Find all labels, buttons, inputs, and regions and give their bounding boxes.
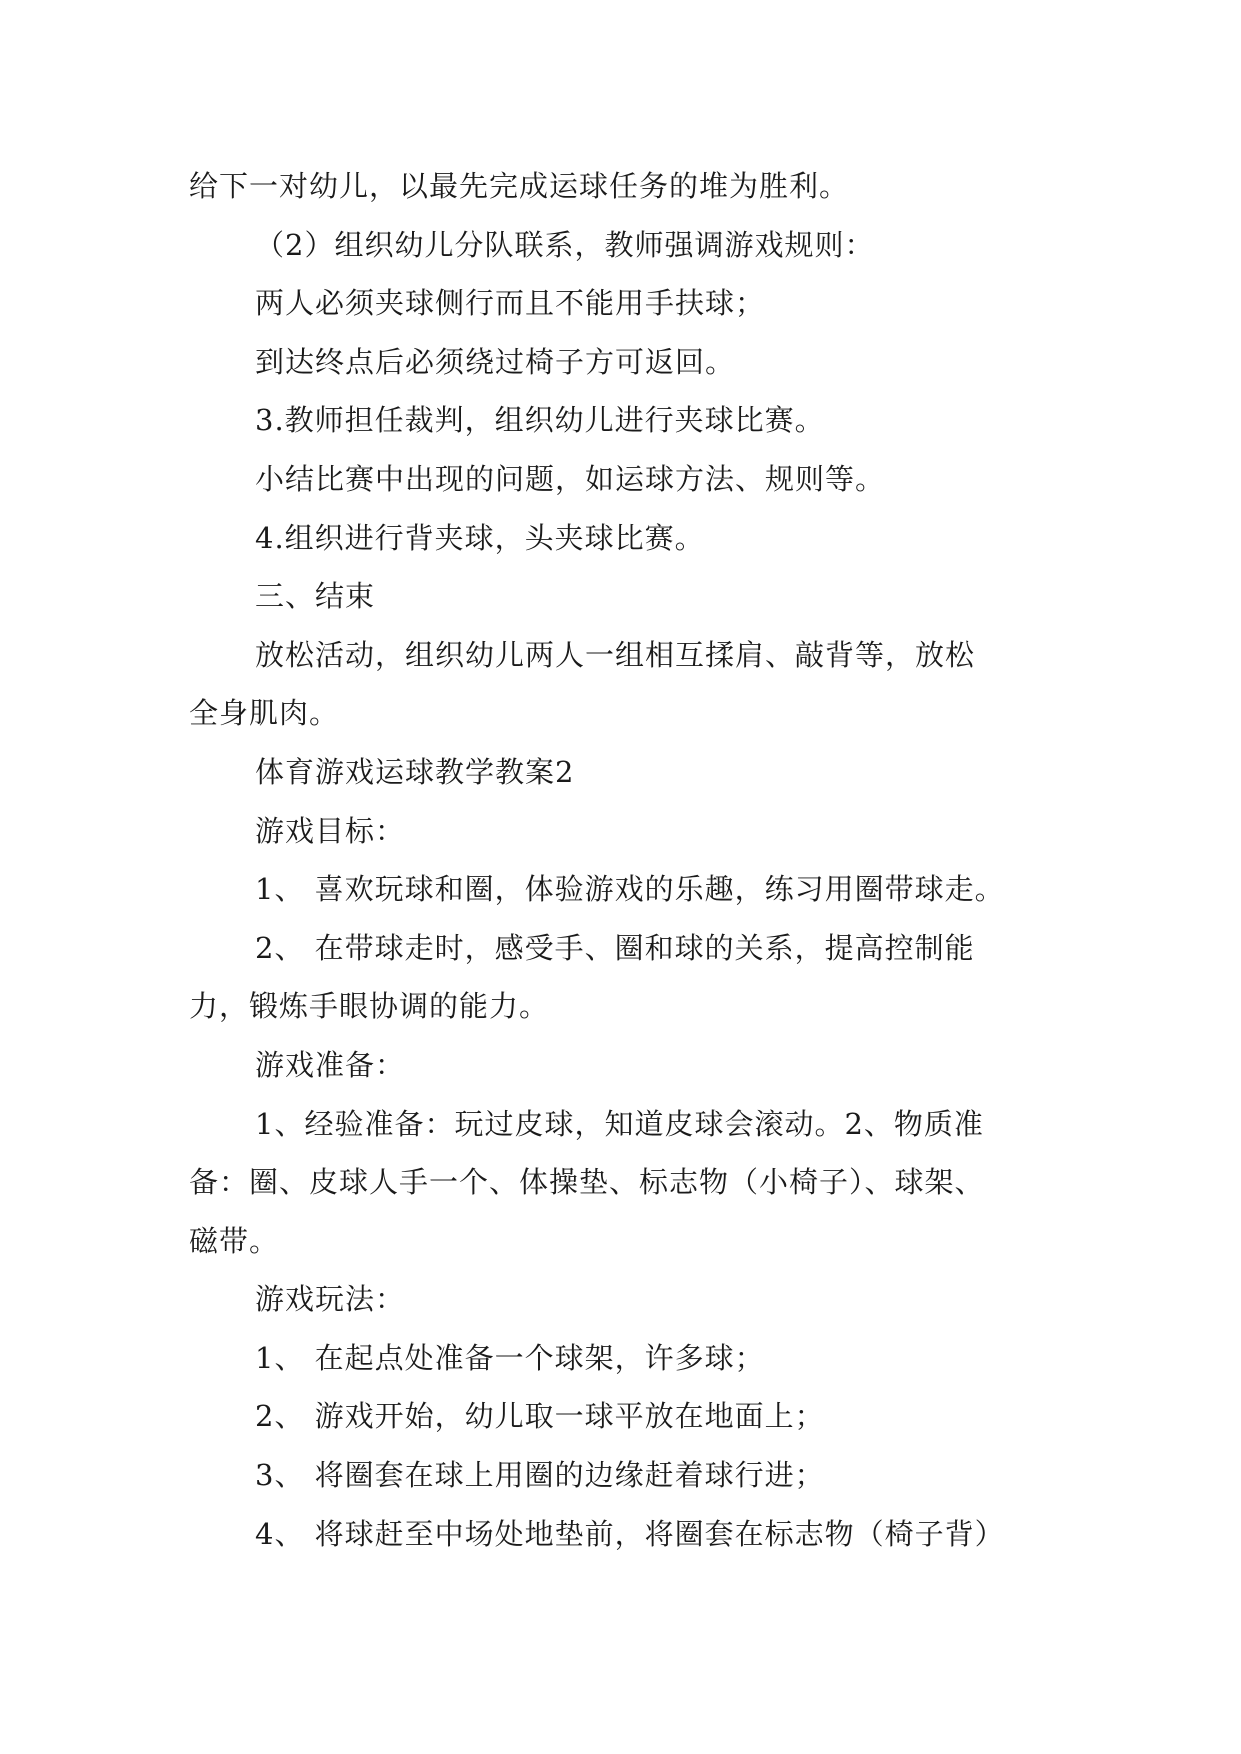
- text-line: 4.组织进行背夹球，头夹球比赛。: [255, 520, 705, 555]
- text-line: 4、 将球赶至中场处地垫前，将圈套在标志物（椅子背）: [255, 1516, 1005, 1551]
- text-line: 2、 游戏开始，幼儿取一球平放在地面上；: [255, 1399, 825, 1434]
- text-line: 游戏玩法：: [255, 1282, 406, 1317]
- text-line: 小结比赛中出现的问题，如运球方法、规则等。: [255, 461, 886, 496]
- text-line: 1、 在起点处准备一个球架，许多球；: [255, 1340, 765, 1375]
- text-line: 1、经验准备：玩过皮球，知道皮球会滚动。2、物质准: [255, 1106, 984, 1141]
- text-line: 磁带。: [189, 1223, 280, 1258]
- text-line: 游戏准备：: [255, 1047, 406, 1082]
- text-line: 给下一对幼儿，以最先完成运球任务的堆为胜利。: [189, 169, 850, 203]
- text-line: 体育游戏运球教学教案2: [255, 754, 575, 789]
- text-line: 三、结束: [255, 579, 376, 614]
- text-line: 1、 喜欢玩球和圈，体验游戏的乐趣，练习用圈带球走。: [255, 872, 1005, 907]
- text-line: 到达终点后必须绕过椅子方可返回。: [255, 344, 736, 379]
- text-line: 全身肌肉。: [189, 696, 340, 731]
- text-line: （2）组织幼儿分队联系，教师强调游戏规则：: [255, 227, 875, 262]
- text-line: 备：圈、皮球人手一个、体操垫、标志物（小椅子）、球架、: [189, 1165, 985, 1200]
- text-line: 3、 将圈套在球上用圈的边缘赶着球行进；: [255, 1458, 825, 1493]
- text-line: 游戏目标：: [255, 813, 406, 848]
- text-line: 2、 在带球走时，感受手、圈和球的关系，提高控制能: [255, 930, 975, 965]
- text-line: 力，锻炼手眼协调的能力。: [189, 989, 550, 1024]
- text-line: 两人必须夹球侧行而且不能用手扶球；: [255, 286, 766, 321]
- text-line: 放松活动，组织幼儿两人一组相互揉肩、敲背等，放松: [255, 637, 976, 672]
- document-body: [189, 157, 1069, 1563]
- text-line: 3.教师担任裁判，组织幼儿进行夹球比赛。: [255, 403, 825, 438]
